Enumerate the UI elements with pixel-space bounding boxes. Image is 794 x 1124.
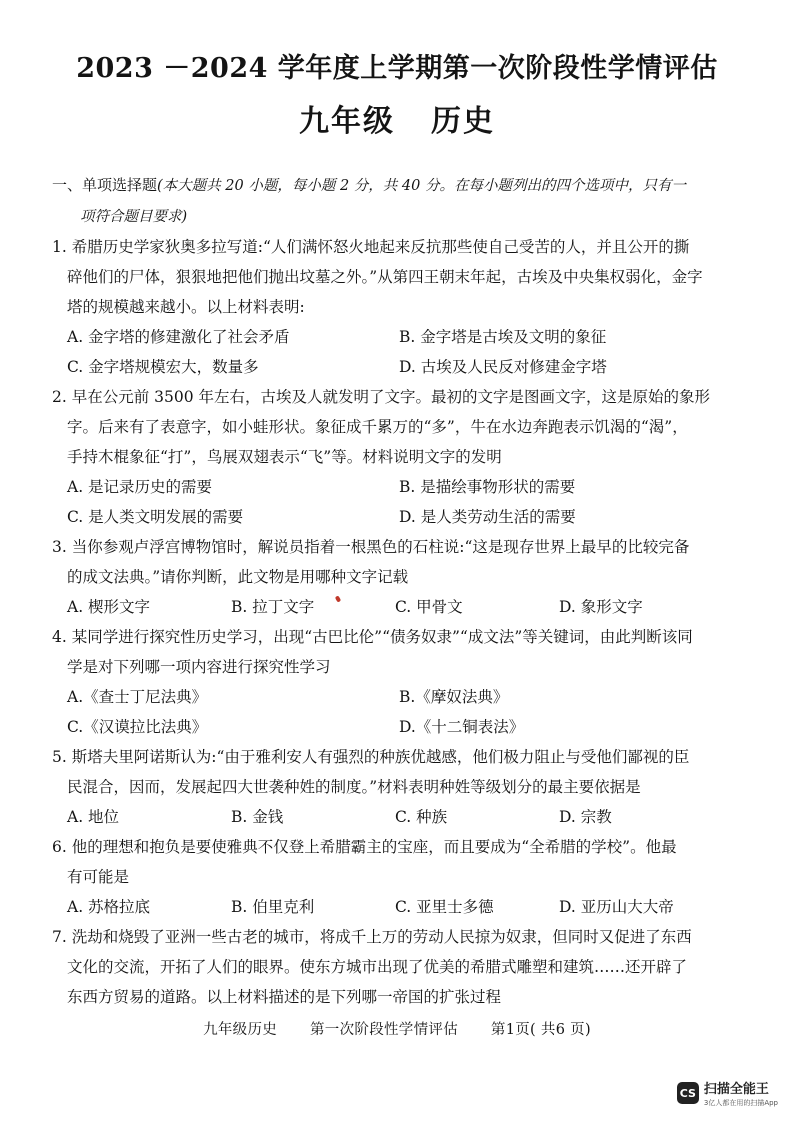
question-text: 塔的规模越来越小。以上材料表明:	[67, 298, 305, 316]
option-a: A.《查士丁尼法典》	[67, 688, 208, 706]
footer-page-number: 第1页( 共6 页)	[490, 1022, 591, 1038]
page-footer	[0, 1018, 794, 1039]
footer-exam-name: 第一次阶段性学情评估	[310, 1022, 458, 1038]
watermark-tagline: 3亿人都在用的扫描App	[703, 1099, 778, 1107]
question-text: 有可能是	[67, 868, 130, 886]
question-text: 6. 他的理想和抱负是要使雅典不仅登上希腊霸主的宝座，而且要成为“全希腊的学校”。他最	[52, 838, 677, 856]
option-d: D. 亚历山大大帝	[559, 898, 674, 916]
option-b: B. 是描绘事物形状的需要	[399, 478, 576, 496]
question-text: 字。后来有了表意字，如小蛙形状。象征成千累万的“多”，牛在水边奔跑表示饥渴的“渴”，	[67, 418, 688, 436]
question-text: 7. 洗劫和烧毁了亚洲一些古老的城市，将成千上万的劳动人民掠为奴隶，但同时又促进了东西	[52, 928, 692, 946]
exam-title: 2023 －2024 学年度上学期第一次阶段性学情评估	[76, 53, 718, 84]
option-c: C. 是人类文明发展的需要	[67, 508, 244, 526]
question-text: 手持木棍象征“打”，鸟展双翅表示“飞”等。材料说明文字的发明	[67, 448, 502, 466]
option-c: C. 亚里士多德	[395, 898, 494, 916]
option-b: B. 金钱	[231, 808, 284, 826]
section-note-continued: 项符合题目要求)	[80, 209, 188, 225]
camscanner-logo-icon: CS	[677, 1082, 699, 1104]
section-note: (本大题共 20 小题，每小题 2 分，共 40 分。在每小题列出的四个选项中，只有一	[157, 178, 686, 194]
option-a: A. 金字塔的修建激化了社会矛盾	[67, 328, 290, 346]
question-text: 学是对下列哪一项内容进行探究性学习	[67, 658, 331, 676]
exam-subtitle	[0, 96, 794, 140]
option-d: D. 宗教	[559, 808, 612, 826]
option-a: A. 楔形文字	[67, 598, 151, 616]
option-b: B.《摩奴法典》	[399, 688, 509, 706]
scanner-watermark	[677, 1082, 778, 1108]
option-b: B. 拉丁文字	[231, 598, 315, 616]
section-heading	[52, 170, 752, 201]
section-label: 一、单项选择题	[52, 176, 158, 194]
question-4	[52, 622, 752, 742]
question-text: 1. 希腊历史学家狄奥多拉写道:“人们满怀怒火地起来反抗那些使自己受苦的人，并且公开的撕	[52, 238, 690, 256]
question-text: 5. 斯塔夫里阿诺斯认为:“由于雅利安人有强烈的种族优越感，他们极力阻止与受他们鄙视的臣	[52, 748, 690, 766]
option-c: C. 金字塔规模宏大，数量多	[67, 358, 259, 376]
question-text: 民混合，因而，发展起四大世袭种姓的制度。”材料表明种姓等级划分的最主要依据是	[67, 778, 641, 796]
question-text: 2. 早在公元前 3500 年左右，古埃及人就发明了文字。最初的文字是图画文字，这是原始的象形	[52, 388, 711, 406]
question-text: 碎他们的尸体，狠狠地把他们抛出坟墓之外。”从第四王朝末年起，古埃及中央集权弱化，金字	[67, 268, 703, 286]
question-1	[52, 232, 752, 382]
question-6	[52, 832, 752, 922]
option-c: C.《汉谟拉比法典》	[67, 718, 208, 736]
option-c: C. 种族	[395, 808, 448, 826]
question-text: 3. 当你参观卢浮宫博物馆时，解说员指着一根黑色的石柱说:“这是现存世界上最早的比较完备	[52, 538, 690, 556]
question-text: 文化的交流，开拓了人们的眼界。使东方城市出现了优美的希腊式雕塑和建筑……还开辟了	[67, 958, 688, 976]
question-text: 4. 某同学进行探究性历史学习，出现“古巴比伦”“债务奴隶”“成文法”等关键词，由此判断该同	[52, 628, 693, 646]
option-a: A. 是记录历史的需要	[67, 478, 213, 496]
option-a: A. 苏格拉底	[67, 898, 151, 916]
question-list	[52, 170, 752, 1012]
grade-label: 九年级	[299, 104, 395, 139]
option-b: B. 伯里克利	[231, 898, 315, 916]
question-2	[52, 382, 752, 532]
option-a: A. 地位	[67, 808, 120, 826]
footer-grade-subject: 九年级历史	[203, 1022, 278, 1038]
option-b: B. 金字塔是古埃及文明的象征	[399, 328, 607, 346]
option-c: C. 甲骨文	[395, 598, 463, 616]
subject-label: 历史	[431, 104, 495, 139]
question-7	[52, 922, 752, 1012]
option-d: D.《十二铜表法》	[399, 718, 525, 736]
question-3	[52, 532, 752, 622]
question-text: 东西方贸易的道路。以上材料描述的是下列哪一帝国的扩张过程	[67, 988, 502, 1006]
option-d: D. 象形文字	[559, 598, 643, 616]
question-5	[52, 742, 752, 832]
question-text: 的成文法典。”请你判断，此文物是用哪种文字记载	[67, 568, 409, 586]
option-d: D. 是人类劳动生活的需要	[399, 508, 576, 526]
option-d: D. 古埃及人民反对修建金字塔	[399, 358, 607, 376]
watermark-name: 扫描全能王	[703, 1082, 769, 1097]
